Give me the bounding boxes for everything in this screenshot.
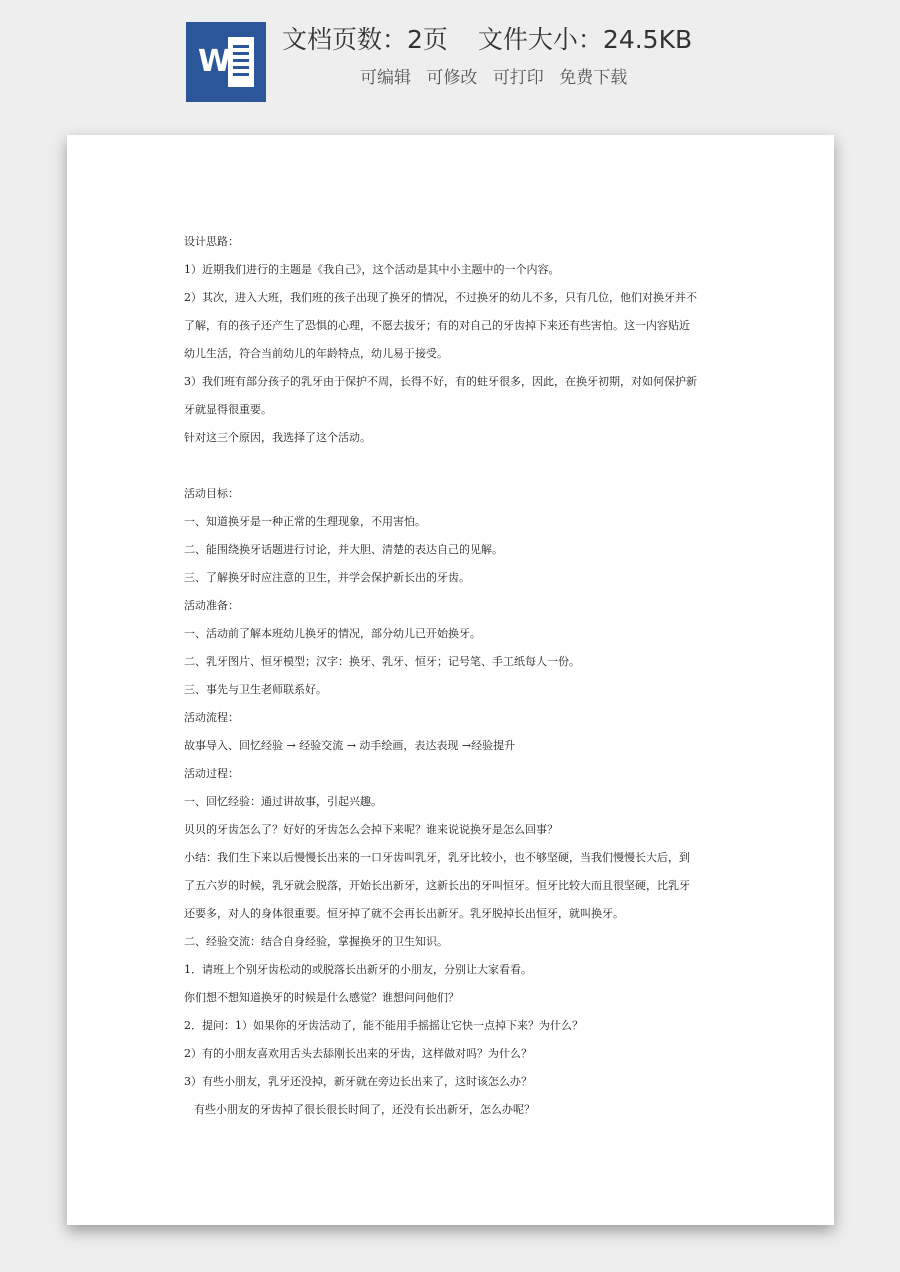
paragraph-line: 二、乳牙图片、恒牙模型；汉字：换牙、乳牙、恒牙；记号笔、手工纸每人一份。	[184, 655, 580, 668]
paragraph-line: 你们想不想知道换牙的时候是什么感觉？谁想问问他们？	[184, 991, 459, 1004]
feature-printable: 可打印	[492, 68, 544, 88]
blank-line	[184, 452, 724, 480]
paragraph-line: 有些小朋友的牙齿掉了很长很长时间了，还没有长出新牙，怎么办呢？	[194, 1103, 535, 1116]
paragraph-line: 故事导入、回忆经验 → 经验交流 → 动手绘画，表达表现 →经验提升	[184, 739, 516, 752]
paragraph-line: 2．提问：1）如果你的牙齿活动了，能不能用手摇摇让它快一点掉下来？为什么？	[184, 1019, 583, 1032]
document-page	[67, 135, 834, 1225]
paragraph-line: 一、活动前了解本班幼儿换牙的情况，部分幼儿已开始换牙。	[184, 627, 481, 640]
paragraph-line: 针对这三个原因，我选择了这个活动。	[184, 431, 371, 444]
paragraph-line: 三、了解换牙时应注意的卫生，并学会保护新长出的牙齿。	[184, 571, 470, 584]
paragraph-line: 牙就显得很重要。	[184, 403, 272, 416]
paragraph-line: 3）有些小朋友，乳牙还没掉，新牙就在旁边长出来了，这时该怎么办？	[184, 1075, 532, 1088]
paragraph-line: 2）有的小朋友喜欢用舌头去舔刚长出来的牙齿，这样做对吗？为什么？	[184, 1047, 532, 1060]
paragraph-line: 1）近期我们进行的主题是《我自己》，这个活动是其中小主题中的一个内容。	[184, 263, 560, 276]
paragraph-line: 3）我们班有部分孩子的乳牙由于保护不周，长得不好，有的蛀牙很多，因此，在换牙初期，对如何保护新	[184, 375, 697, 388]
feature-list	[360, 65, 760, 91]
paragraph-line: 贝贝的牙齿怎么了？好好的牙齿怎么会掉下来呢？谁来说说换牙是怎么回事？	[184, 823, 558, 836]
page-count: 文档页数：2页	[282, 25, 448, 54]
file-size: 文件大小：24.5KB	[477, 25, 693, 54]
word-icon-letter: W	[198, 44, 232, 79]
paragraph-line: 幼儿生活，符合当前幼儿的年龄特点，幼儿易于接受。	[184, 347, 448, 360]
download-banner	[0, 0, 900, 120]
feature-modifiable: 可修改	[426, 68, 478, 88]
section-heading: 活动准备：	[184, 599, 239, 612]
feature-editable: 可编辑	[360, 68, 411, 88]
paragraph-line: 一、知道换牙是一种正常的生理现象，不用害怕。	[184, 515, 426, 528]
word-document-icon	[186, 22, 266, 102]
paragraph-line: 1．请班上个别牙齿松动的或脱落长出新牙的小朋友，分别让大家看看。	[184, 963, 532, 976]
document-body	[184, 228, 724, 1124]
paragraph-line: 二、经验交流：结合自身经验，掌握换牙的卫生知识。	[184, 935, 448, 948]
paragraph-line: 2）其次，进入大班，我们班的孩子出现了换牙的情况，不过换牙的幼儿不多，只有几位，他们对换牙并不	[184, 291, 697, 304]
feature-free-download: 免费下载	[559, 68, 628, 88]
section-heading: 活动过程：	[184, 767, 239, 780]
section-heading: 活动目标：	[184, 487, 239, 500]
paragraph-line: 一、回忆经验：通过讲故事，引起兴趣。	[184, 795, 382, 808]
paragraph-line: 了五六岁的时候，乳牙就会脱落，开始长出新牙，这新长出的牙叫恒牙。恒牙比较大而且很坚硬，比乳牙	[184, 879, 690, 892]
file-info	[282, 20, 882, 60]
paragraph-line: 三、事先与卫生老师联系好。	[184, 683, 327, 696]
document-lines-graphic	[228, 37, 254, 87]
paragraph-line: 二、能围绕换牙话题进行讨论，并大胆、清楚的表达自己的见解。	[184, 543, 503, 556]
section-heading: 设计思路：	[184, 235, 239, 248]
paragraph-line: 小结：我们生下来以后慢慢长出来的一口牙齿叫乳牙，乳牙比较小，也不够坚硬，当我们慢慢长大后，到	[184, 851, 690, 864]
paragraph-line: 了解，有的孩子还产生了恐惧的心理，不愿去拔牙；有的对自己的牙齿掉下来还有些害怕。这一内容贴近	[184, 319, 690, 332]
section-heading: 活动流程：	[184, 711, 239, 724]
paragraph-line: 还要多，对人的身体很重要。恒牙掉了就不会再长出新牙。乳牙脱掉长出恒牙，就叫换牙。	[184, 907, 624, 920]
